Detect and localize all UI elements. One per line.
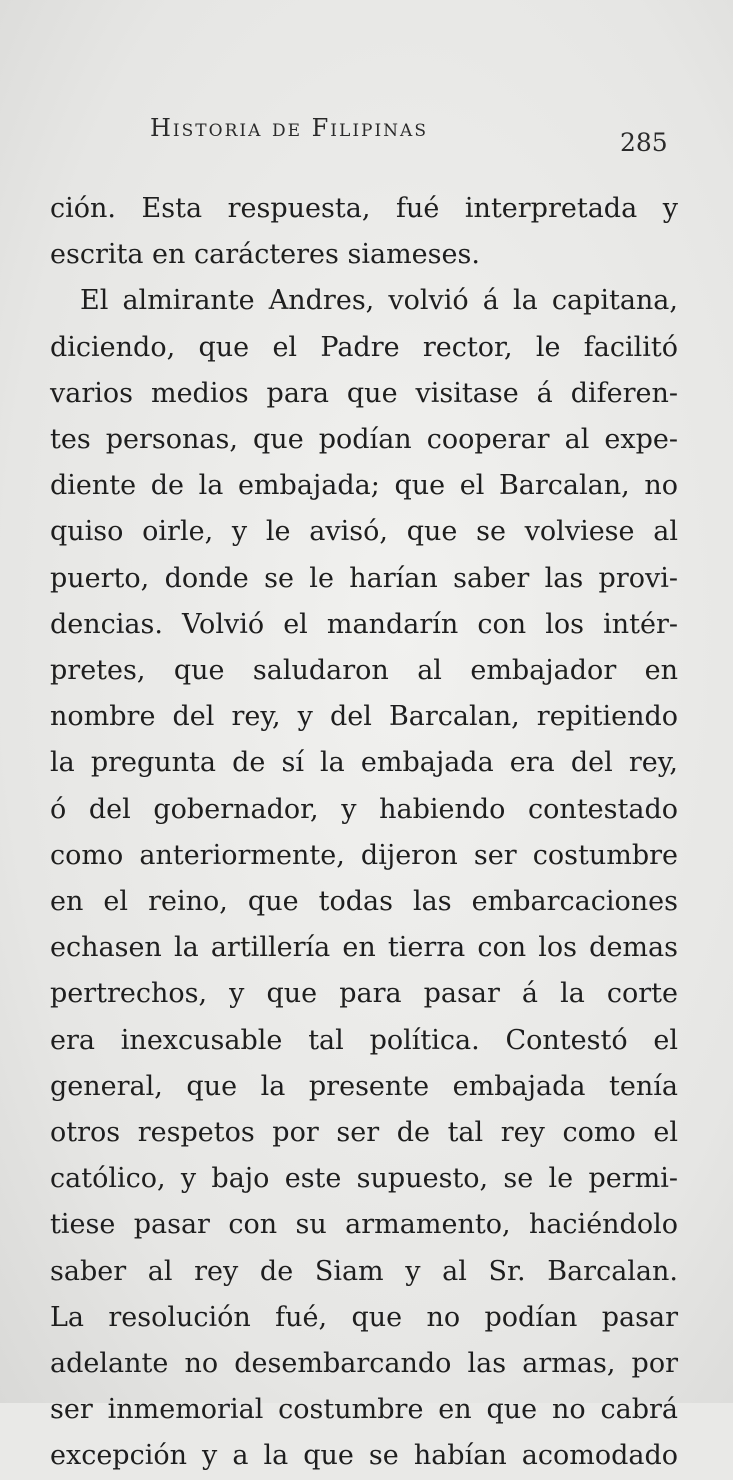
text-line: puerto, donde se le harían saber las provi- xyxy=(50,562,678,594)
text-line: otros respetos por ser de tal rey como el xyxy=(50,1117,678,1149)
text-line: La resolución fué, que no podían pasar xyxy=(50,1301,678,1333)
page-number: 285 xyxy=(620,128,668,157)
text-line: adelante no desembarcando las armas, por xyxy=(50,1348,678,1380)
text-line: ción. Esta respuesta, fué interpretada y xyxy=(50,193,678,224)
text-line: diente de la embajada; que el Barcalan, no xyxy=(50,470,678,502)
text-line: la pregunta de sí la embajada era del rey, xyxy=(50,747,678,779)
text-line: El almirante Andres, volvió á la capitana, xyxy=(80,285,678,317)
text-line: como anteriormente, dijeron ser costumbre xyxy=(50,839,678,871)
text-line: pretes, que saludaron al embajador en xyxy=(50,655,678,687)
text-line: ser inmemorial costumbre en que no cabrá xyxy=(50,1394,678,1426)
text-line: varios medios para que visitase á diferen- xyxy=(50,377,678,409)
text-line: nombre del rey, y del Barcalan, repitiendo xyxy=(50,701,678,733)
text-line: tiese pasar con su armamento, haciéndolo xyxy=(50,1209,678,1241)
text-line: ó del gobernador, y habiendo contestado xyxy=(50,793,678,825)
text-line: en el reino, que todas las embarcaciones xyxy=(50,886,678,918)
text-line: escrita en carácteres siameses. xyxy=(50,239,480,271)
text-line: tes personas, que podían cooperar al expe- xyxy=(50,424,678,456)
text-line: general, que la presente embajada tenía xyxy=(50,1070,678,1102)
text-line: diciendo, que el Padre rector, le facilitó xyxy=(50,331,678,363)
text-line: echasen la artillería en tierra con los demas xyxy=(50,932,678,964)
text-line: dencias. Volvió el mandarín con los intér- xyxy=(50,608,678,640)
running-title: Historia de Filipinas xyxy=(150,114,428,142)
text-line: saber al rey de Siam y al Sr. Barcalan. xyxy=(50,1255,678,1287)
text-line: excepción y a la que se habían acomodado xyxy=(50,1440,678,1472)
text-line: católico, y bajo este supuesto, se le permi- xyxy=(50,1163,678,1195)
text-line: era inexcusable tal política. Contestó el xyxy=(50,1024,678,1056)
body-text xyxy=(50,186,678,1480)
text-line: quiso oirle, y le avisó, que se volviese al xyxy=(50,516,678,548)
text-line: pertrechos, y que para pasar á la corte xyxy=(50,978,678,1010)
